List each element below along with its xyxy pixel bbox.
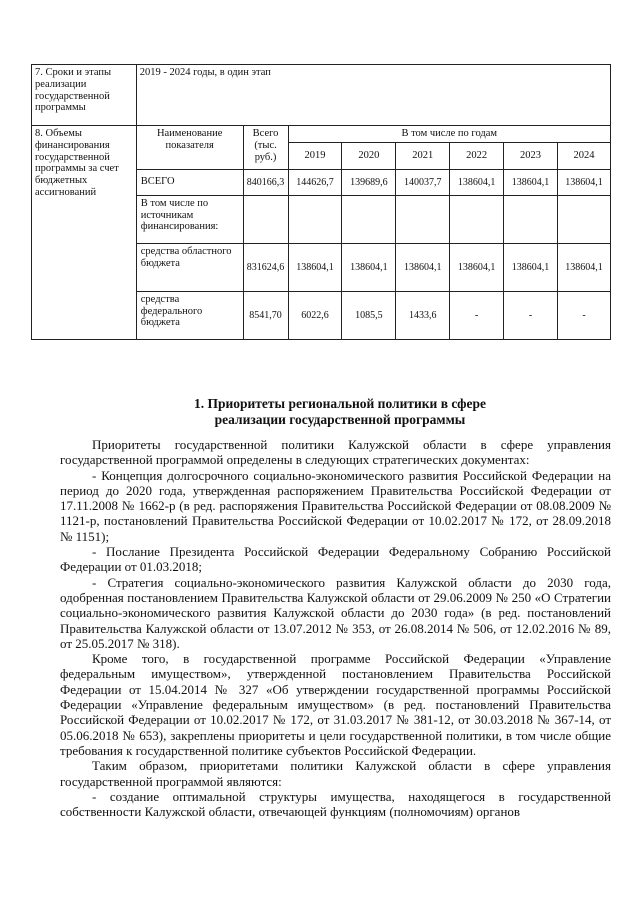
value-cell: 138604,1 [557, 243, 610, 291]
row-name: средства федерального бюджета [136, 291, 243, 339]
row7-value: 2019 - 2024 годы, в один этап [136, 65, 610, 126]
program-passport-table [31, 64, 611, 340]
value-cell: 6022,6 [288, 291, 342, 339]
col-total-header: Всего (тыс. руб.) [243, 126, 288, 170]
section-title-line1: 1. Приоритеты региональной политики в сфере [193, 396, 487, 411]
value-cell: 138604,1 [288, 243, 342, 291]
body-text [60, 437, 611, 819]
paragraph: Таким образом, приоритетами политики Калужской области в сфере управления государственной программой являются: [60, 758, 611, 789]
year-cell: 2020 [342, 142, 396, 169]
row8-label: 8. Объемы финансирования государственной программы за счет бюджетных ассигнований [32, 126, 137, 340]
table-row [32, 126, 611, 143]
value-cell: 138604,1 [504, 243, 558, 291]
years-header: В том числе по годам [288, 126, 610, 143]
year-cell: 2023 [504, 142, 558, 169]
section-title [60, 396, 620, 428]
value-cell [396, 195, 450, 243]
paragraph: - создание оптимальной структуры имущества, находящегося в государственной собственности Калужской области, отвечающей функциям (полномочиям) органов [60, 788, 611, 820]
value-cell: 140037,7 [396, 169, 450, 195]
row7-label: 7. Сроки и этапы реализации государственной программы [32, 65, 137, 126]
paragraph: - Послание Президента Российской Федерации Федеральному Собранию Российской Федерации от 01.03.2018; [60, 544, 611, 575]
row-total: 8541,70 [243, 291, 288, 339]
paragraph: Приоритеты государственной политики Калужской области в сфере управления государственной программой определены в следующих стратегических документах: [60, 437, 611, 468]
value-cell: 1085,5 [342, 291, 396, 339]
row-name: В том числе по источникам финансирования: [136, 195, 243, 243]
paragraph: - Концепция долгосрочного социально-экономического развития Российской Федерации на период до 2020 года, утвержденная распоряжением Правительства Российской Федерации от 17.11.2008 № 1662-р (в ред. распоряжения Правительства Российской Федерации от 08.08.2009 № 1121-р, постановлений Правительства Российской Федерации от 10.02.2017 № 172, от 28.09.2018 № 1151); [60, 467, 611, 544]
value-cell: - [504, 291, 558, 339]
value-cell: 138604,1 [342, 243, 396, 291]
value-cell [504, 195, 558, 243]
value-cell: 139689,6 [342, 169, 396, 195]
value-cell: 138604,1 [557, 169, 610, 195]
year-cell: 2021 [396, 142, 450, 169]
year-cell: 2024 [557, 142, 610, 169]
year-cell: 2022 [450, 142, 504, 169]
row-total [243, 195, 288, 243]
value-cell [288, 195, 342, 243]
row-total: 840166,3 [243, 169, 288, 195]
value-cell [450, 195, 504, 243]
value-cell: 144626,7 [288, 169, 342, 195]
value-cell [557, 195, 610, 243]
table-row [32, 65, 611, 126]
paragraph: - Стратегия социально-экономического развития Калужской области до 2030 года, одобренная постановлением Правительства Калужской области от 29.06.2009 № 250 «О Стратегии социально-экономического развития Калужской области до 2030 года» (в ред. постановлений Правительства Калужской области от 13.07.2012 № 353, от 26.08.2014 № 506, от 12.02.2016 № 89, от 25.05.2017 № 318). [60, 574, 611, 651]
value-cell: - [450, 291, 504, 339]
row-name: средства областного бюджета [136, 243, 243, 291]
value-cell [342, 195, 396, 243]
row-total: 831624,6 [243, 243, 288, 291]
col-name-header: Наименование показателя [136, 126, 243, 170]
value-cell: 138604,1 [450, 243, 504, 291]
value-cell: 138604,1 [504, 169, 558, 195]
paragraph: Кроме того, в государственной программе Российской Федерации «Управление федеральным имуществом», утвержденной постановлением Правительства Российской Федерации от 15.04.2014 № 327 «Об утверждении государственной программы Российской Федерации «Управление федеральным имуществом» (в ред. постановлений Правительства Российской Федерации от 10.02.2017 № 172, от 31.03.2017 № 381-12, от 30.03.2018 № 367-14, от 05.06.2018 № 653), закреплены приоритеты и цели государственной политики, в том числе общие требования к государственной политике субъектов Российской Федерации. [60, 651, 611, 758]
section-title-line2: реализации государственной программы [214, 411, 466, 427]
row-name: ВСЕГО [136, 169, 243, 195]
value-cell: 138604,1 [396, 243, 450, 291]
value-cell: - [557, 291, 610, 339]
value-cell: 1433,6 [396, 291, 450, 339]
year-cell: 2019 [288, 142, 342, 169]
value-cell: 138604,1 [450, 169, 504, 195]
